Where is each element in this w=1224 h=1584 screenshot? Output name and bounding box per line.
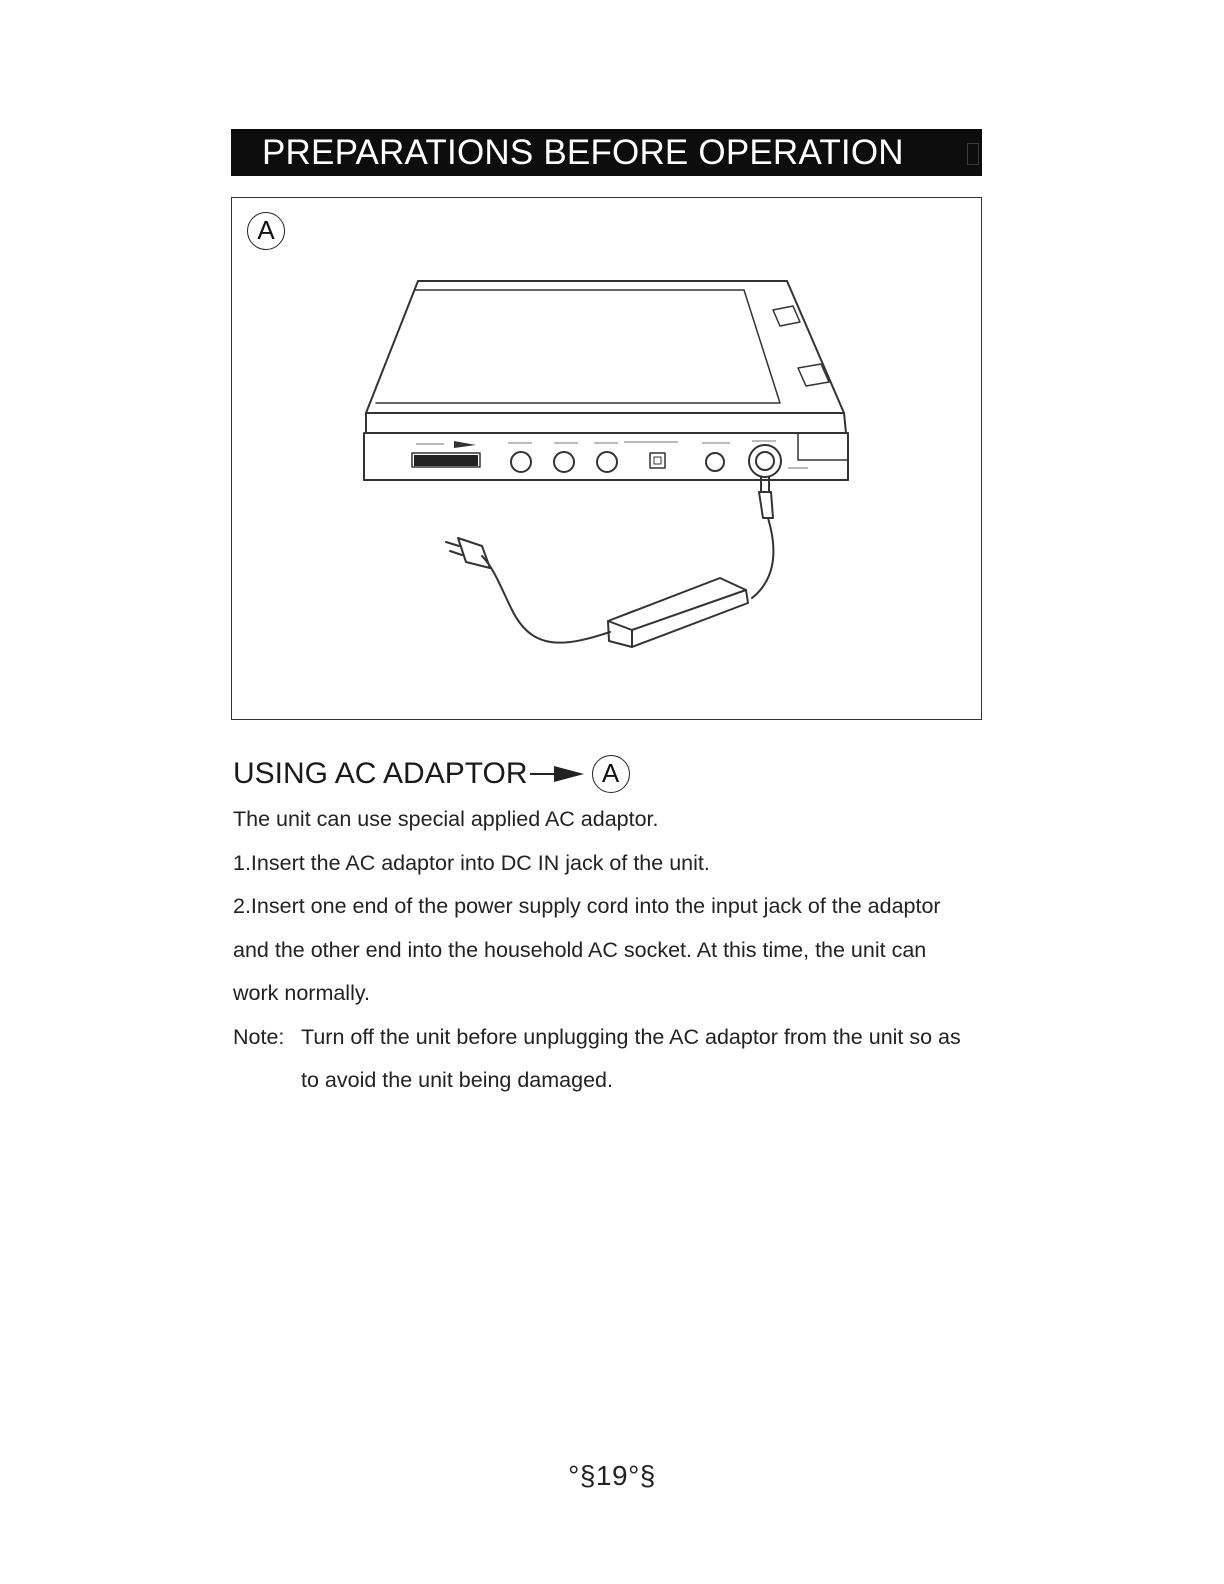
section-heading-text: USING AC ADAPTOR	[233, 757, 528, 790]
note-text: Turn off the unit before unplugging the AC adaptor from the unit so as to avoid the unit being damaged.	[301, 1024, 961, 1092]
note	[233, 1016, 973, 1103]
header-decoration	[967, 143, 979, 165]
note-label: Note:	[233, 1024, 285, 1049]
page-title: PREPARATIONS BEFORE OPERATION	[262, 133, 904, 172]
paragraph: The unit can use special applied AC adaptor.	[233, 807, 659, 831]
instructions-text	[233, 798, 973, 1103]
illustration-frame	[231, 197, 982, 720]
paragraph: 2.Insert one end of the power supply cord into the input jack of the adaptor and the other end into the household AC socket. At this time, the unit can work normally.	[233, 894, 941, 1005]
arrow-right-icon	[530, 764, 584, 784]
page-header	[231, 129, 982, 176]
paragraph: 1.Insert the AC adaptor into DC IN jack of the unit.	[233, 850, 710, 875]
section-heading	[233, 752, 630, 796]
page-number: °§19°§	[568, 1460, 656, 1491]
figure-reference-marker: A	[592, 755, 630, 793]
dvd-player-illustration	[232, 198, 980, 718]
figure-marker: A	[247, 212, 285, 250]
